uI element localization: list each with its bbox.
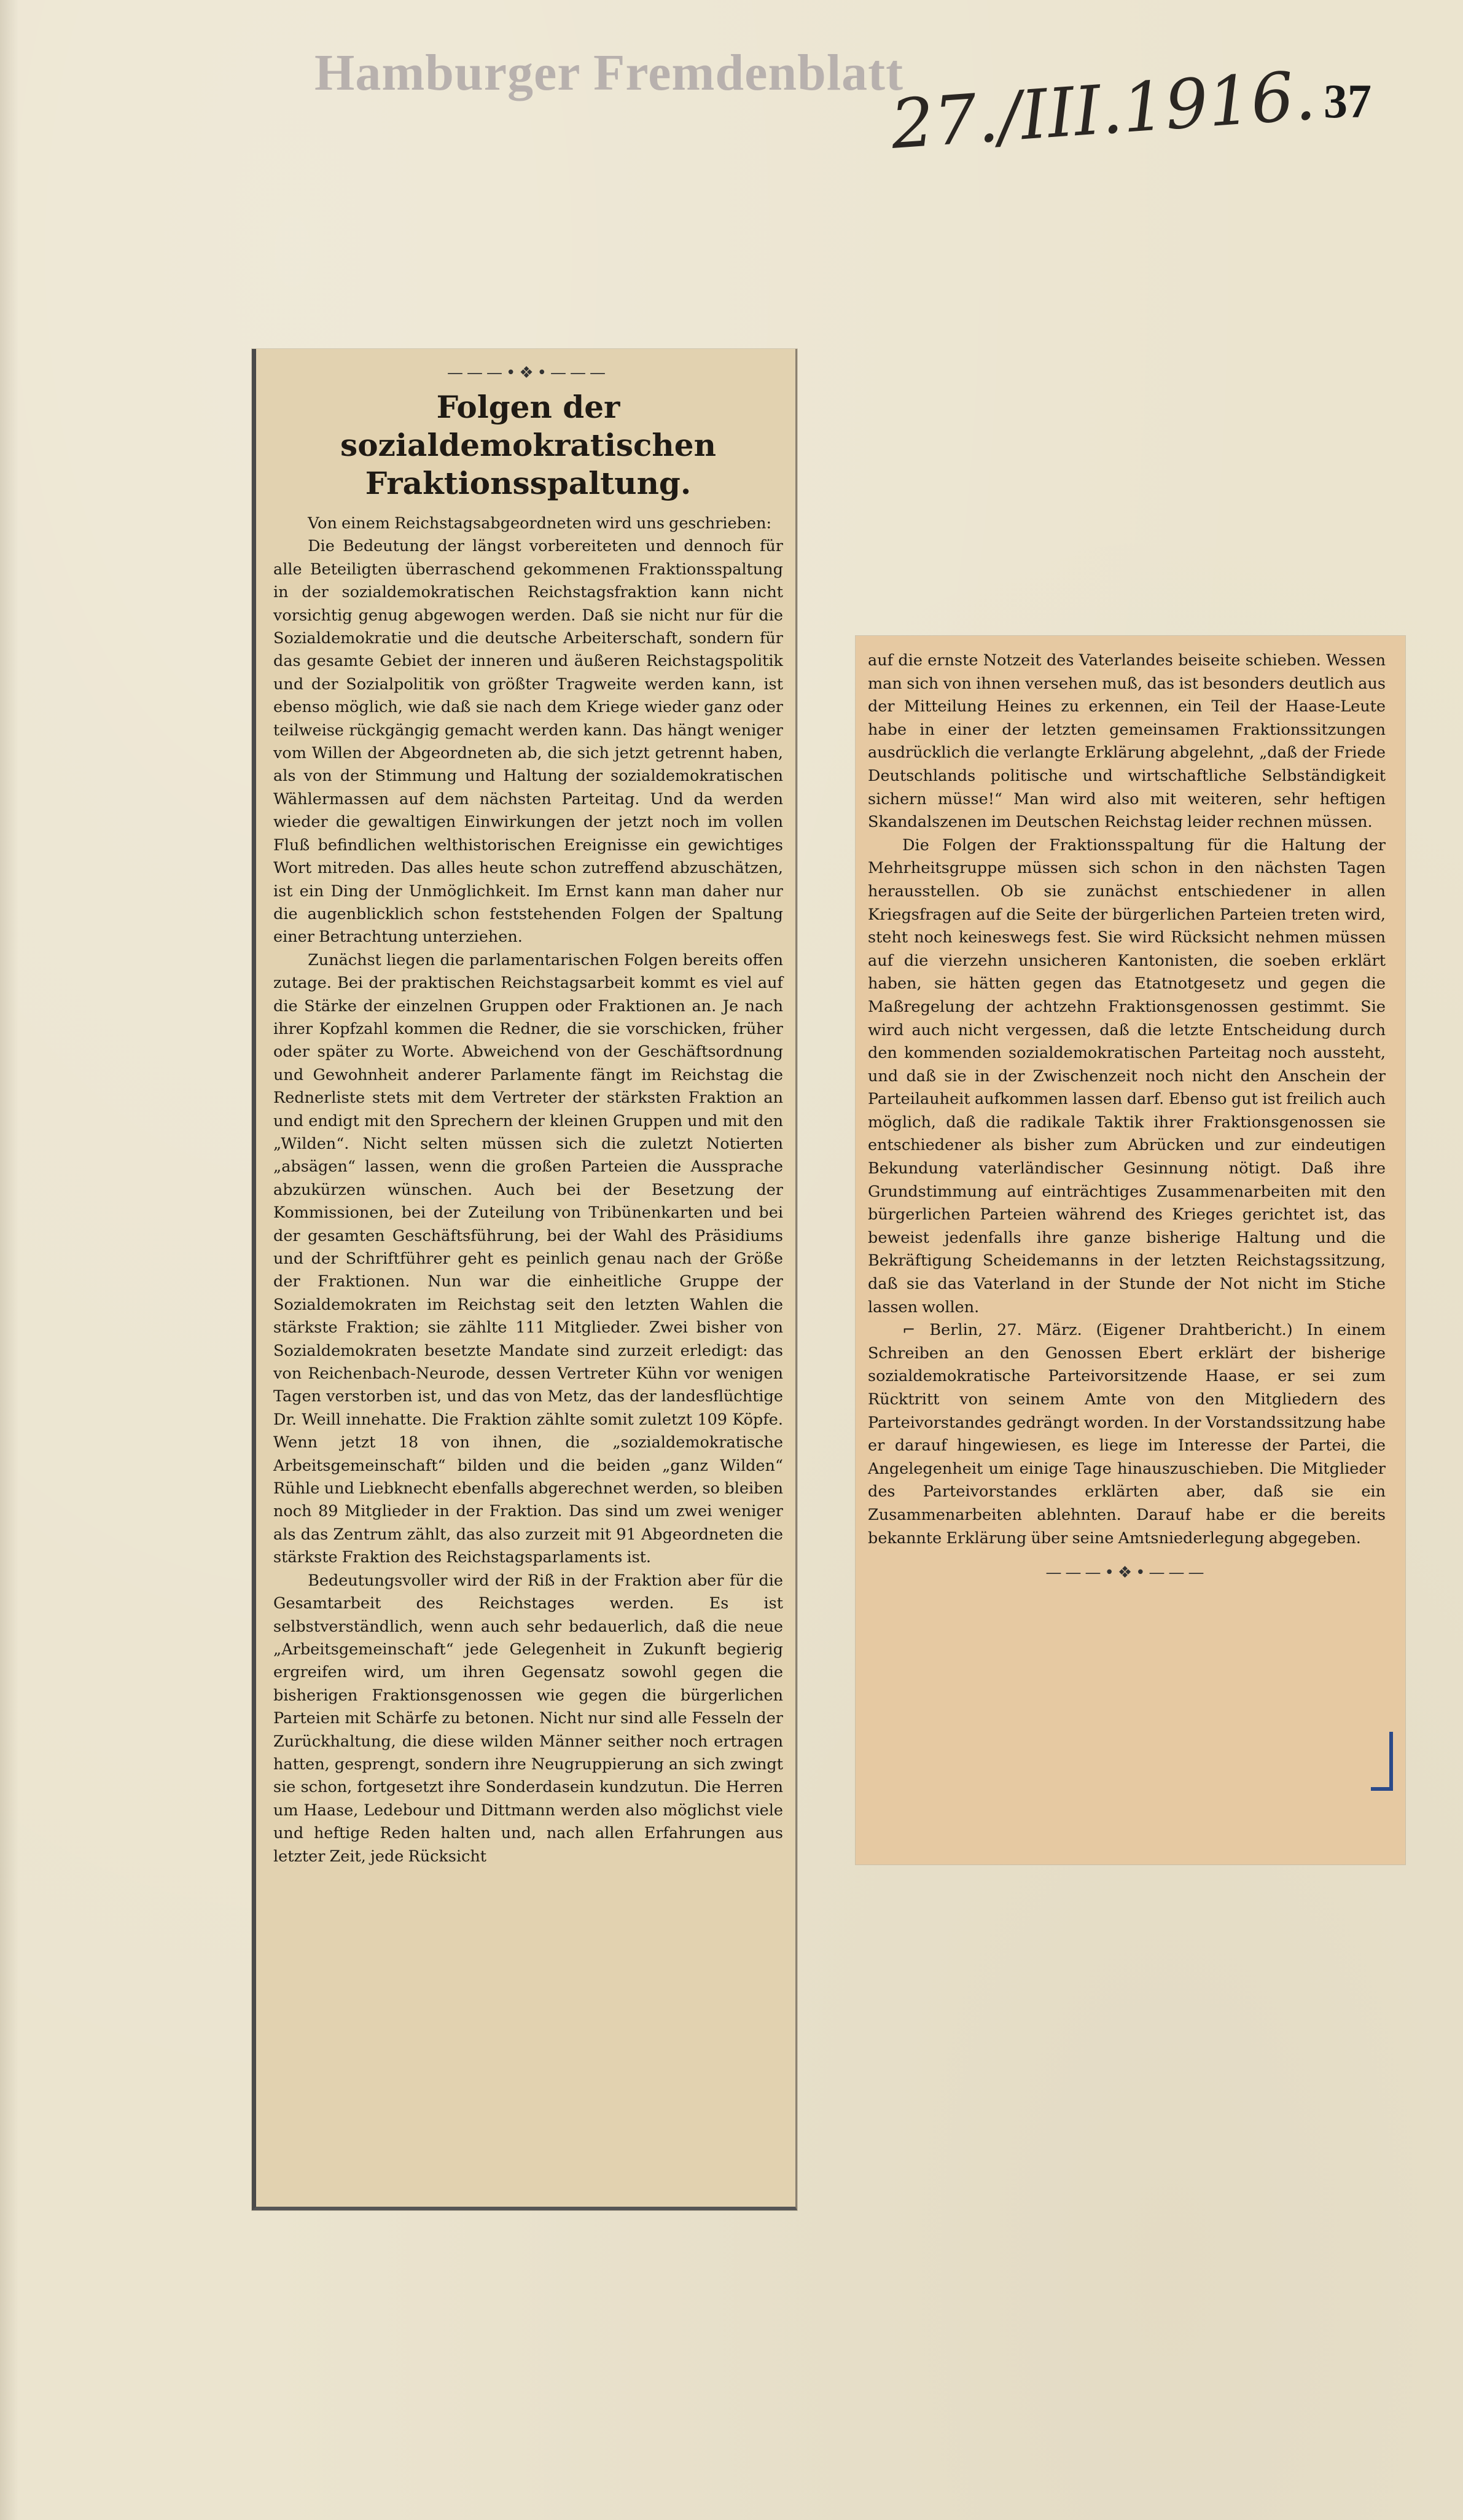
newspaper-stamp: Hamburger Fremdenblatt: [314, 44, 904, 101]
clipping-left-column: [252, 349, 797, 2210]
article-paragraph: Die Folgen der Fraktionsspaltung für die Haltung der Mehrheitsgruppe müssen sich schon in den nächsten Tagen herausstellen. Ob sie zunächst entschiedener in allen Kriegsfragen auf die Seite der bürgerlichen Parteien treten wird, steht noch keineswegs fest. Sie wird Rücksicht nehmen müssen auf die vierzehn unsicheren Kantonisten, die soeben erklärt haben, sie hätten gegen das Etatnotgesetz und gegen die Maßregelung der achtzehn Fraktionsgenossen gestimmt. Sie wird auch nicht vergessen, daß die letzte Entscheidung durch den kommenden sozialdemokratischen Parteitag noch aussteht, und daß sie in der Zwischenzeit noch nicht den Anschein der Parteilauheit aufkommen lassen darf. Ebenso gut ist freilich auch möglich, daß die radikale Taktik ihrer Fraktionsgenossen sie entschiedener als bisher zum Abrücken und zur eindeutigen Bekundung vaterländischer Gesinnung nötigt. Daß ihre Grundstimmung auf einträchtiges Zusammenarbeiten mit den bürgerlichen Parteien während des Krieges gerichtet ist, das beweist jedenfalls ihre ganze bisherige Haltung und die Bekräftigung Scheidemanns in der letzten Reichstagssitzung, daß sie das Vaterland in der Stunde der Not nicht im Stiche lassen wollen.: [868, 835, 1386, 1317]
end-ornament: ———•❖•———: [1045, 1563, 1208, 1583]
blue-pencil-mark: [1371, 1732, 1393, 1791]
sheet-shadow: [0, 0, 18, 2520]
article-continuation: auf die ernste Notzeit des Vaterlandes beiseite schieben. Wessen man sich von ihnen versehen muß, das ist besonders deutlich aus der Mitteilung Heines zu erkennen, ein Teil der Haase-Leute habe in einer der letzten gemeinsamen Fraktionssitzungen ausdrücklich die verlangte Erklärung abgelehnt, „daß der Friede Deutschlands politische und wirtschaftliche Selbständigkeit sichern müsse!“ Man wird also mit weiteren, sehr heftigen Skandalszenen im Deutschen Reichstag leider rechnen müssen.: [868, 651, 1386, 832]
article-paragraph: Von einem Reichstagsabgeordneten wird uns geschrieben:: [308, 514, 772, 533]
handwritten-date: 27./III.1916.: [888, 56, 1318, 164]
article-paragraph: ⌐ Berlin, 27. März. (Eigener Drahtbericht.) In einem Schreiben an den Genossen Ebert erklärt der bisherige sozialdemokratische Parteivorsitzende Haase, er sei zum Rücktritt von seinem Amte von den Mitgliedern des Parteivorstandes gedrängt worden. In der Vorstandssitzung habe er darauf hingewiesen, es liege im Interesse der Partei, die Angelegenheit um einige Tage hinauszuschieben. Die Mitglieder des Parteivorstandes erklärten aber, daß sie ein Zusammenarbeiten ablehnten. Darauf habe er die bereits bekannte Erklärung über seine Amtsniederlegung abgegeben.: [868, 1321, 1386, 1548]
article-paragraph: Zunächst liegen die parlamentarischen Folgen bereits offen zutage. Bei der praktischen Reichstagsarbeit kommt es viel auf die Stärke der einzelnen Gruppen oder Fraktionen an. Je nach ihrer Kopfzahl kommen die Redner, die sie vorschicken, früher oder später zu Worte. Abweichend von der Geschäftsordnung und Gewohnheit anderer Parlamente fängt im Reichstag die Rednerliste stets mit dem Vertreter der stärksten Fraktion an und endigt mit den Sprechern der kleinen Gruppen und mit den „Wilden“. Nicht selten müssen sich die zuletzt Notierten „absägen“ lassen, wenn die großen Parteien die Aussprache abzukürzen wünschen. Auch bei der Besetzung der Kommissionen, bei der Zuteilung von Tribünenkarten und bei der gesamten Geschäftsführung, bei der Wahl des Präsidiums und der Schriftführer geht es peinlich genau nach der Größe der Fraktionen. Nun war die einheitliche Gruppe der Sozialdemokraten im Reichstag seit den letzten Wahlen die stärkste Fraktion; sie zählte 111 Mitglieder. Zwei bisher von Sozialdemokraten besetzte Mandate sind zurzeit erledigt: das von Reichenbach-Neurode, dessen Vertreter Kühn vor wenigen Tagen verstorben ist, und das von Metz, das der landesflüchtige Dr. Weill innehatte. Die Fraktion zählte somit zuletzt 109 Köpfe. Wenn jetzt 18 von ihnen, die „sozialdemokratische Arbeitsgemeinschaft“ bilden und die beiden „ganz Wilden“ Rühle und Liebknecht ebenfalls abgerechnet werden, so bleiben noch 89 Mitglieder in der Fraktion. Das sind um zwei weniger als das Zentrum zählt, das also zurzeit mit 91 Abgeordneten die stärkste Fraktion des Reichstagsparlaments ist.: [273, 950, 783, 1567]
page-number: 37: [1324, 74, 1371, 128]
article-headline: Folgen der sozialdemokratischen Fraktionsspaltung.: [340, 389, 716, 501]
top-ornament: ———•❖•———: [447, 364, 609, 382]
article-paragraph: Bedeutungsvoller wird der Riß in der Fraktion aber für die Gesamtarbeit des Reichstages werden. Es ist selbstverständlich, wenn auch sehr bedauerlich, daß die neue „Arbeitsgemeinschaft“ jede Gelegenheit in Zukunft begierig ergreifen wird, um ihren Gegensatz sowohl gegen die bisherigen Fraktionsgenossen wie gegen die bürgerlichen Parteien mit Schärfe zu betonen. Nicht nur sind alle Fesseln der Zurückhaltung, die diese wilden Männer seither noch ertragen hatten, gesprengt, sondern ihre Neugruppierung an sich zwingt sie schon, fortgesetzt ihre Sonderdasein kundzutun. Die Herren um Haase, Ledebour und Dittmann werden also möglichst viele und heftige Reden halten und, nach allen Erfahrungen aus letzter Zeit, jede Rücksicht: [273, 1571, 783, 1866]
article-paragraph: Die Bedeutung der längst vorbereiteten und dennoch für alle Beteiligten überraschend gekommenen Fraktionsspaltung in der sozialdemokratischen Reichstagsfraktion kann nicht vorsichtig genug abgewogen werden. Daß sie nicht nur für die Sozialdemokratie und die deutsche Arbeiterschaft, sondern für das gesamte Gebiet der inneren und äußeren Reichstagspolitik und der Sozialpolitik von größter Tragweite werden kann, ist ebenso möglich, wie daß sie nach dem Kriege wieder ganz oder teilweise rückgängig gemacht werden kann. Das hängt weniger vom Willen der Abgeordneten ab, die sich jetzt getrennt haben, als von der Stimmung und Haltung der sozialdemokratischen Wählermassen auf dem nächsten Parteitag. Und da werden wieder die gewaltigen Einwirkungen der jetzt noch im vollen Fluß befindlichen welthistorischen Ereignisse ein gewichtiges Wort mitreden. Das alles heute schon zutreffend abzuschätzen, ist ein Ding der Unmöglichkeit. Im Ernst kann man daher nur die augenblicklich schon feststehenden Folgen der Spaltung einer Betrachtung unterziehen.: [273, 537, 783, 947]
clipping-right-column: [856, 636, 1405, 1865]
